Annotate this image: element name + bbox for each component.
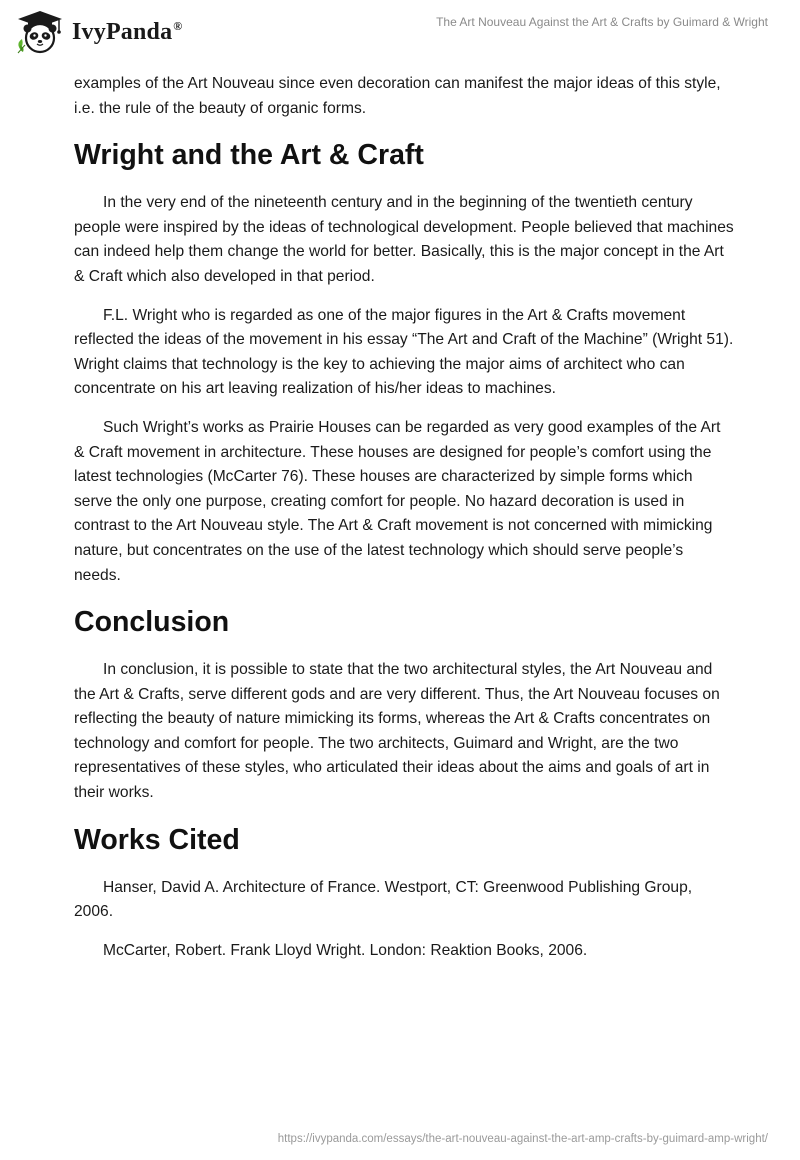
footer-source-url[interactable]: https://ivypanda.com/essays/the-art-nouveau-against-the-art-amp-crafts-by-guimard-amp-wright/ — [277, 1133, 768, 1145]
citation-entry: Hanser, David A. Architecture of France. Westport, CT: Greenwood Publishing Group, 2006. — [74, 878, 693, 921]
intro-paragraph: examples of the Art Nouveau since even decoration can manifest the major ideas of this style, i.e. the rule of the beauty of organic forms. — [74, 75, 721, 117]
ivypanda-logo[interactable] — [14, 8, 214, 56]
page-header — [0, 0, 800, 60]
panda-logo-icon — [14, 9, 66, 55]
section-heading-works-cited: Works Cited — [74, 823, 240, 856]
citation-entry: McCarter, Robert. Frank Lloyd Wright. London: Reaktion Books, 2006. — [103, 941, 588, 959]
paragraph: F.L. Wright who is regarded as one of the major figures in the Art & Crafts movement reflected the ideas of the movement in his essay “The Art and Craft of the Machine” (Wright 51). Wright claims that technology is the key to achieving the major aims of architect who can concentrate on his art leaving realization of his/her ideas to machines. — [74, 306, 734, 398]
document-title: The Art Nouveau Against the Art & Crafts by Guimard & Wright — [436, 15, 768, 29]
paragraph: In conclusion, it is possible to state that the two architectural styles, the Art Nouveau and the Art & Crafts, serve different gods and are very different. Thus, the Art Nouveau focuses on reflecting the beauty of nature mimicking its forms, whereas the Art & Crafts concentrates on technology and comfort for people. The two architects, Guimard and Wright, are the two representatives of these styles, who articulated their ideas about the aims and goals of art in their works. — [74, 661, 720, 802]
logo-text: IvyPanda® — [72, 18, 183, 45]
section-heading-conclusion: Conclusion — [74, 606, 230, 639]
section-heading-wright: Wright and the Art & Craft — [74, 139, 424, 172]
essay-content — [74, 72, 734, 977]
paragraph: Such Wright’s works as Prairie Houses can be regarded as very good examples of the Art & Craft movement in architecture. These houses are designed for people’s comfort using the latest technologies (McCarter 76). These houses are characterized by simple forms which serve the only one purpose, creating comfort for people. No hazard decoration is used in contrast to the Art Nouveau style. The Art & Craft movement is not concerned with mimicking nature, but concentrates on the use of the latest technology which should serve people’s needs. — [74, 418, 721, 584]
paragraph: In the very end of the nineteenth century and in the beginning of the twentieth century people were inspired by the ideas of technological development. People believed that machines can indeed help them change the world for better. Basically, this is the major concept in the Art & Craft which also developed in that period. — [74, 194, 734, 285]
